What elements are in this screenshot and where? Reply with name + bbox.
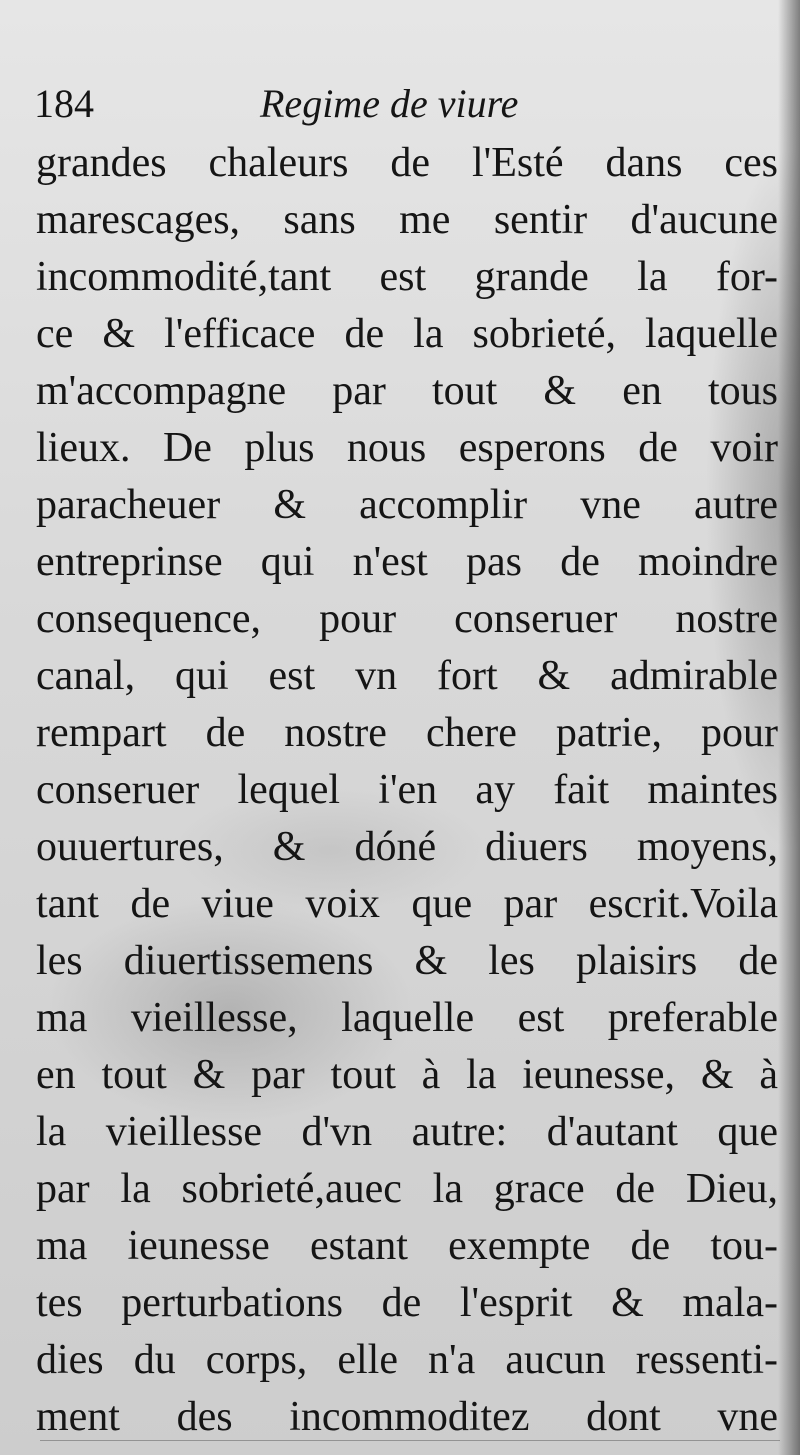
text-line: en tout & par tout à la ieunesse, & à	[36, 1052, 778, 1098]
text-line: les diuertissemens & les plaisirs de	[36, 938, 778, 984]
text-line: canal, qui est vn fort & admirable	[36, 653, 778, 699]
running-head: Regime de viure	[260, 81, 519, 126]
text-line: ouuertures, & dóné diuers moyens,	[36, 824, 778, 870]
page-bottom-rule	[40, 1440, 780, 1441]
text-line: tes perturbations de l'esprit & mala-	[36, 1280, 778, 1326]
text-line: lieux. De plus nous esperons de voir	[36, 425, 778, 471]
text-line: grandes chaleurs de l'Esté dans ces	[36, 140, 778, 186]
text-line: ce & l'efficace de la sobrieté, laquelle	[36, 311, 778, 357]
body-text	[36, 135, 778, 1446]
page-edge-shadow	[778, 0, 800, 1455]
text-line: m'accompagne par tout & en tous	[36, 368, 778, 414]
text-line: incommodité,tant est grande la for-	[36, 254, 778, 300]
text-line: par la sobrieté,auec la grace de Dieu,	[36, 1166, 778, 1212]
text-line: dies du corps, elle n'a aucun ressenti-	[36, 1337, 778, 1383]
text-line: ment des incommoditez dont vne	[36, 1394, 778, 1440]
text-line: tant de viue voix que par escrit.Voila	[36, 881, 778, 927]
text-line: entreprinse qui n'est pas de moindre	[36, 539, 778, 585]
page-header	[34, 74, 754, 134]
text-line: conseruer lequel i'en ay fait maintes	[36, 767, 778, 813]
text-line: ma ieunesse estant exempte de tou-	[36, 1223, 778, 1269]
page-number: 184	[34, 81, 94, 126]
text-line: la vieillesse d'vn autre: d'autant que	[36, 1109, 778, 1155]
text-line: rempart de nostre chere patrie, pour	[36, 710, 778, 756]
text-line: ma vieillesse, laquelle est preferable	[36, 995, 778, 1041]
text-line: consequence, pour conseruer nostre	[36, 596, 778, 642]
text-line: paracheuer & accomplir vne autre	[36, 482, 778, 528]
text-line: marescages, sans me sentir d'aucune	[36, 197, 778, 243]
